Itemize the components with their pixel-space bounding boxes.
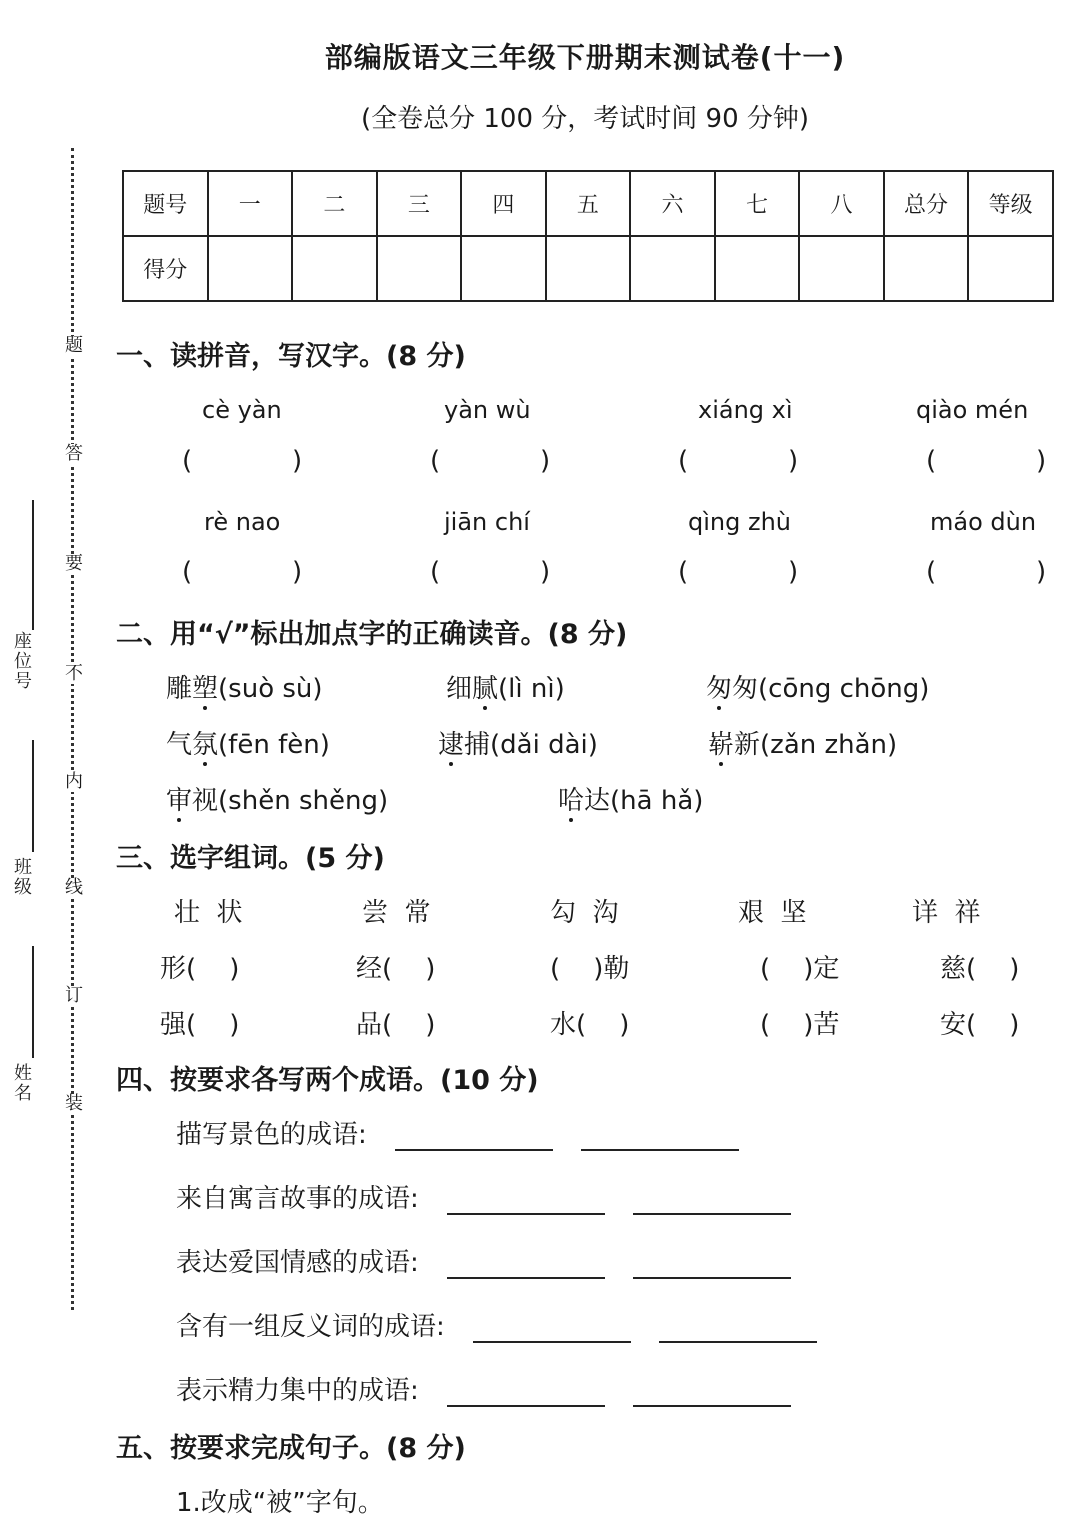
dotted-char: 氛 xyxy=(192,724,218,761)
idiom-answer-line[interactable] xyxy=(633,1377,791,1407)
word-blank[interactable]: 品( ) xyxy=(356,1010,436,1040)
word-char: 匆 xyxy=(732,674,759,704)
pronunciation-item xyxy=(166,724,330,761)
char-pair: 壮 状 xyxy=(174,898,243,928)
idiom-answer-line[interactable] xyxy=(447,1185,605,1215)
dotted-char: 腻 xyxy=(472,668,498,705)
answer-paren-open: ( xyxy=(430,446,441,476)
pinyin-item: xiáng xì xyxy=(698,396,793,424)
dotted-char: 崭 xyxy=(708,724,734,761)
idiom-answer-line[interactable] xyxy=(633,1185,791,1215)
answer-paren-open: ( xyxy=(430,557,441,587)
binding-char: 要 xyxy=(65,553,83,574)
word-char: 达 xyxy=(584,786,611,816)
section2-title: 二、用“√”标出加点字的正确读音。(8 分) xyxy=(116,619,628,650)
binding-char: 答 xyxy=(65,443,83,464)
answer-paren-open: ( xyxy=(926,557,937,587)
idiom-question xyxy=(176,1114,739,1151)
pronunciation-item xyxy=(558,780,703,817)
score-table xyxy=(122,170,1054,302)
word-blank[interactable]: 形( ) xyxy=(160,954,240,984)
word-blank[interactable]: 强( ) xyxy=(160,1010,240,1040)
answer-paren-open: ( xyxy=(182,557,193,587)
pronunciation-item xyxy=(166,668,323,705)
pronunciation-item xyxy=(706,668,929,705)
answer-paren-open: ( xyxy=(678,446,689,476)
word-blank[interactable]: ( )苦 xyxy=(760,1010,840,1040)
binding-char: 内 xyxy=(65,771,83,792)
table-cell: 六 xyxy=(630,171,715,236)
idiom-answer-line[interactable] xyxy=(473,1313,631,1343)
idiom-answer-line[interactable] xyxy=(395,1121,553,1151)
idiom-prompt: 表示精力集中的成语: xyxy=(176,1376,419,1406)
section3-title: 三、选字组词。(5 分) xyxy=(116,843,385,874)
class-line xyxy=(32,740,34,852)
binding-char: 不 xyxy=(65,663,83,684)
idiom-question xyxy=(176,1370,791,1407)
pronunciation-item xyxy=(166,780,388,817)
idiom-question xyxy=(176,1306,817,1343)
name-line xyxy=(32,946,34,1058)
section5-title: 五、按要求完成句子。(8 分) xyxy=(116,1433,466,1464)
table-cell: 八 xyxy=(799,171,884,236)
idiom-question xyxy=(176,1178,791,1215)
table-cell: 得分 xyxy=(123,236,208,301)
answer-paren-close: ) xyxy=(540,446,551,476)
dotted-char: 逮 xyxy=(438,724,464,761)
word-char: 新 xyxy=(734,730,761,760)
pinyin-options[interactable]: (hā hǎ) xyxy=(610,786,704,816)
answer-paren-open: ( xyxy=(678,557,689,587)
idiom-answer-line[interactable] xyxy=(581,1121,739,1151)
sentence-task: 1.改成“被”字句。 xyxy=(176,1488,384,1518)
score-entry-cell[interactable] xyxy=(377,236,462,301)
table-cell: 一 xyxy=(208,171,293,236)
exam-subtitle: (全卷总分 100 分，考试时间 90 分钟) xyxy=(360,104,810,134)
seat-number-line xyxy=(32,500,34,630)
answer-paren-close: ) xyxy=(292,557,303,587)
pronunciation-item xyxy=(446,668,565,705)
score-entry-cell[interactable] xyxy=(799,236,884,301)
pinyin-item: cè yàn xyxy=(202,396,282,424)
table-cell: 五 xyxy=(546,171,631,236)
word-blank[interactable]: 慈( ) xyxy=(940,954,1020,984)
pinyin-options[interactable]: (cōng chōng) xyxy=(758,674,930,704)
word-blank[interactable]: 安( ) xyxy=(940,1010,1020,1040)
pinyin-item: máo dùn xyxy=(930,508,1037,536)
table-cell: 题号 xyxy=(123,171,208,236)
idiom-answer-line[interactable] xyxy=(447,1377,605,1407)
pinyin-options[interactable]: (suò sù) xyxy=(218,674,323,704)
pinyin-item: qìng zhù xyxy=(688,508,791,536)
score-entry-cell[interactable] xyxy=(968,236,1053,301)
score-entry-cell[interactable] xyxy=(208,236,293,301)
binding-char: 装 xyxy=(65,1093,83,1114)
seat-number-label: 座位号 xyxy=(14,631,32,692)
answer-paren-close: ) xyxy=(788,446,799,476)
answer-paren-close: ) xyxy=(1036,557,1047,587)
word-char: 细 xyxy=(446,674,473,704)
answer-paren-close: ) xyxy=(540,557,551,587)
pinyin-options[interactable]: (fēn fèn) xyxy=(218,730,330,760)
answer-paren-close: ) xyxy=(788,557,799,587)
section4-title: 四、按要求各写两个成语。(10 分) xyxy=(116,1065,539,1096)
pinyin-options[interactable]: (lì nì) xyxy=(498,674,565,704)
pronunciation-item xyxy=(708,724,897,761)
word-blank[interactable]: ( )定 xyxy=(760,954,840,984)
score-table-header-row xyxy=(123,171,1053,236)
score-entry-cell[interactable] xyxy=(884,236,969,301)
table-cell: 总分 xyxy=(884,171,969,236)
word-char: 雕 xyxy=(166,674,193,704)
char-pair: 艰 坚 xyxy=(738,898,807,928)
pinyin-options[interactable]: (dǎi dài) xyxy=(490,730,598,760)
char-pair: 勾 沟 xyxy=(550,898,619,928)
pinyin-item: jiān chí xyxy=(444,508,530,536)
dotted-char: 匆 xyxy=(706,668,732,705)
pinyin-item: qiào mén xyxy=(916,396,1029,424)
dotted-char: 哈 xyxy=(558,780,584,817)
name-label: 姓名 xyxy=(14,1063,32,1104)
word-blank[interactable]: ( )勒 xyxy=(550,954,630,984)
exam-title: 部编版语文三年级下册期末测试卷(十一) xyxy=(324,41,846,74)
dotted-char: 塑 xyxy=(192,668,218,705)
dotted-char: 审 xyxy=(166,780,192,817)
idiom-prompt: 含有一组反义词的成语: xyxy=(176,1312,445,1342)
word-blank[interactable]: 水( ) xyxy=(550,1010,630,1040)
pinyin-options[interactable]: (zǎn zhǎn) xyxy=(760,730,898,760)
char-pair: 尝 常 xyxy=(362,898,431,928)
score-entry-cell[interactable] xyxy=(715,236,800,301)
score-table-score-row xyxy=(123,236,1053,301)
score-entry-cell[interactable] xyxy=(292,236,377,301)
pinyin-options[interactable]: (shěn shěng) xyxy=(218,786,389,816)
idiom-prompt: 来自寓言故事的成语: xyxy=(176,1184,419,1214)
word-blank[interactable]: 经( ) xyxy=(356,954,436,984)
word-char: 捕 xyxy=(464,730,491,760)
table-cell: 四 xyxy=(461,171,546,236)
table-cell: 等级 xyxy=(968,171,1053,236)
pinyin-item: yàn wù xyxy=(444,396,531,424)
idiom-question xyxy=(176,1242,791,1279)
score-entry-cell[interactable] xyxy=(461,236,546,301)
score-entry-cell[interactable] xyxy=(546,236,631,301)
idiom-prompt: 表达爱国情感的成语: xyxy=(176,1248,419,1278)
word-char: 气 xyxy=(166,730,193,760)
binding-char: 线 xyxy=(65,877,83,898)
idiom-prompt: 描写景色的成语: xyxy=(176,1120,367,1150)
binding-char: 题 xyxy=(65,335,83,356)
score-entry-cell[interactable] xyxy=(630,236,715,301)
class-label: 班级 xyxy=(14,857,32,898)
answer-paren-close: ) xyxy=(1036,446,1047,476)
section1-title: 一、读拼音，写汉字。(8 分) xyxy=(116,341,466,372)
pinyin-item: rè nao xyxy=(204,508,281,536)
pronunciation-item xyxy=(438,724,598,761)
table-cell: 二 xyxy=(292,171,377,236)
answer-paren-open: ( xyxy=(926,446,937,476)
answer-paren-close: ) xyxy=(292,446,303,476)
binding-char: 订 xyxy=(65,985,83,1006)
binding-dotted-line xyxy=(71,148,74,1310)
char-pair: 详 祥 xyxy=(912,898,981,928)
idiom-answer-line[interactable] xyxy=(659,1313,817,1343)
idiom-answer-line[interactable] xyxy=(633,1249,791,1279)
idiom-answer-line[interactable] xyxy=(447,1249,605,1279)
word-char: 视 xyxy=(192,786,219,816)
table-cell: 七 xyxy=(715,171,800,236)
table-cell: 三 xyxy=(377,171,462,236)
answer-paren-open: ( xyxy=(182,446,193,476)
